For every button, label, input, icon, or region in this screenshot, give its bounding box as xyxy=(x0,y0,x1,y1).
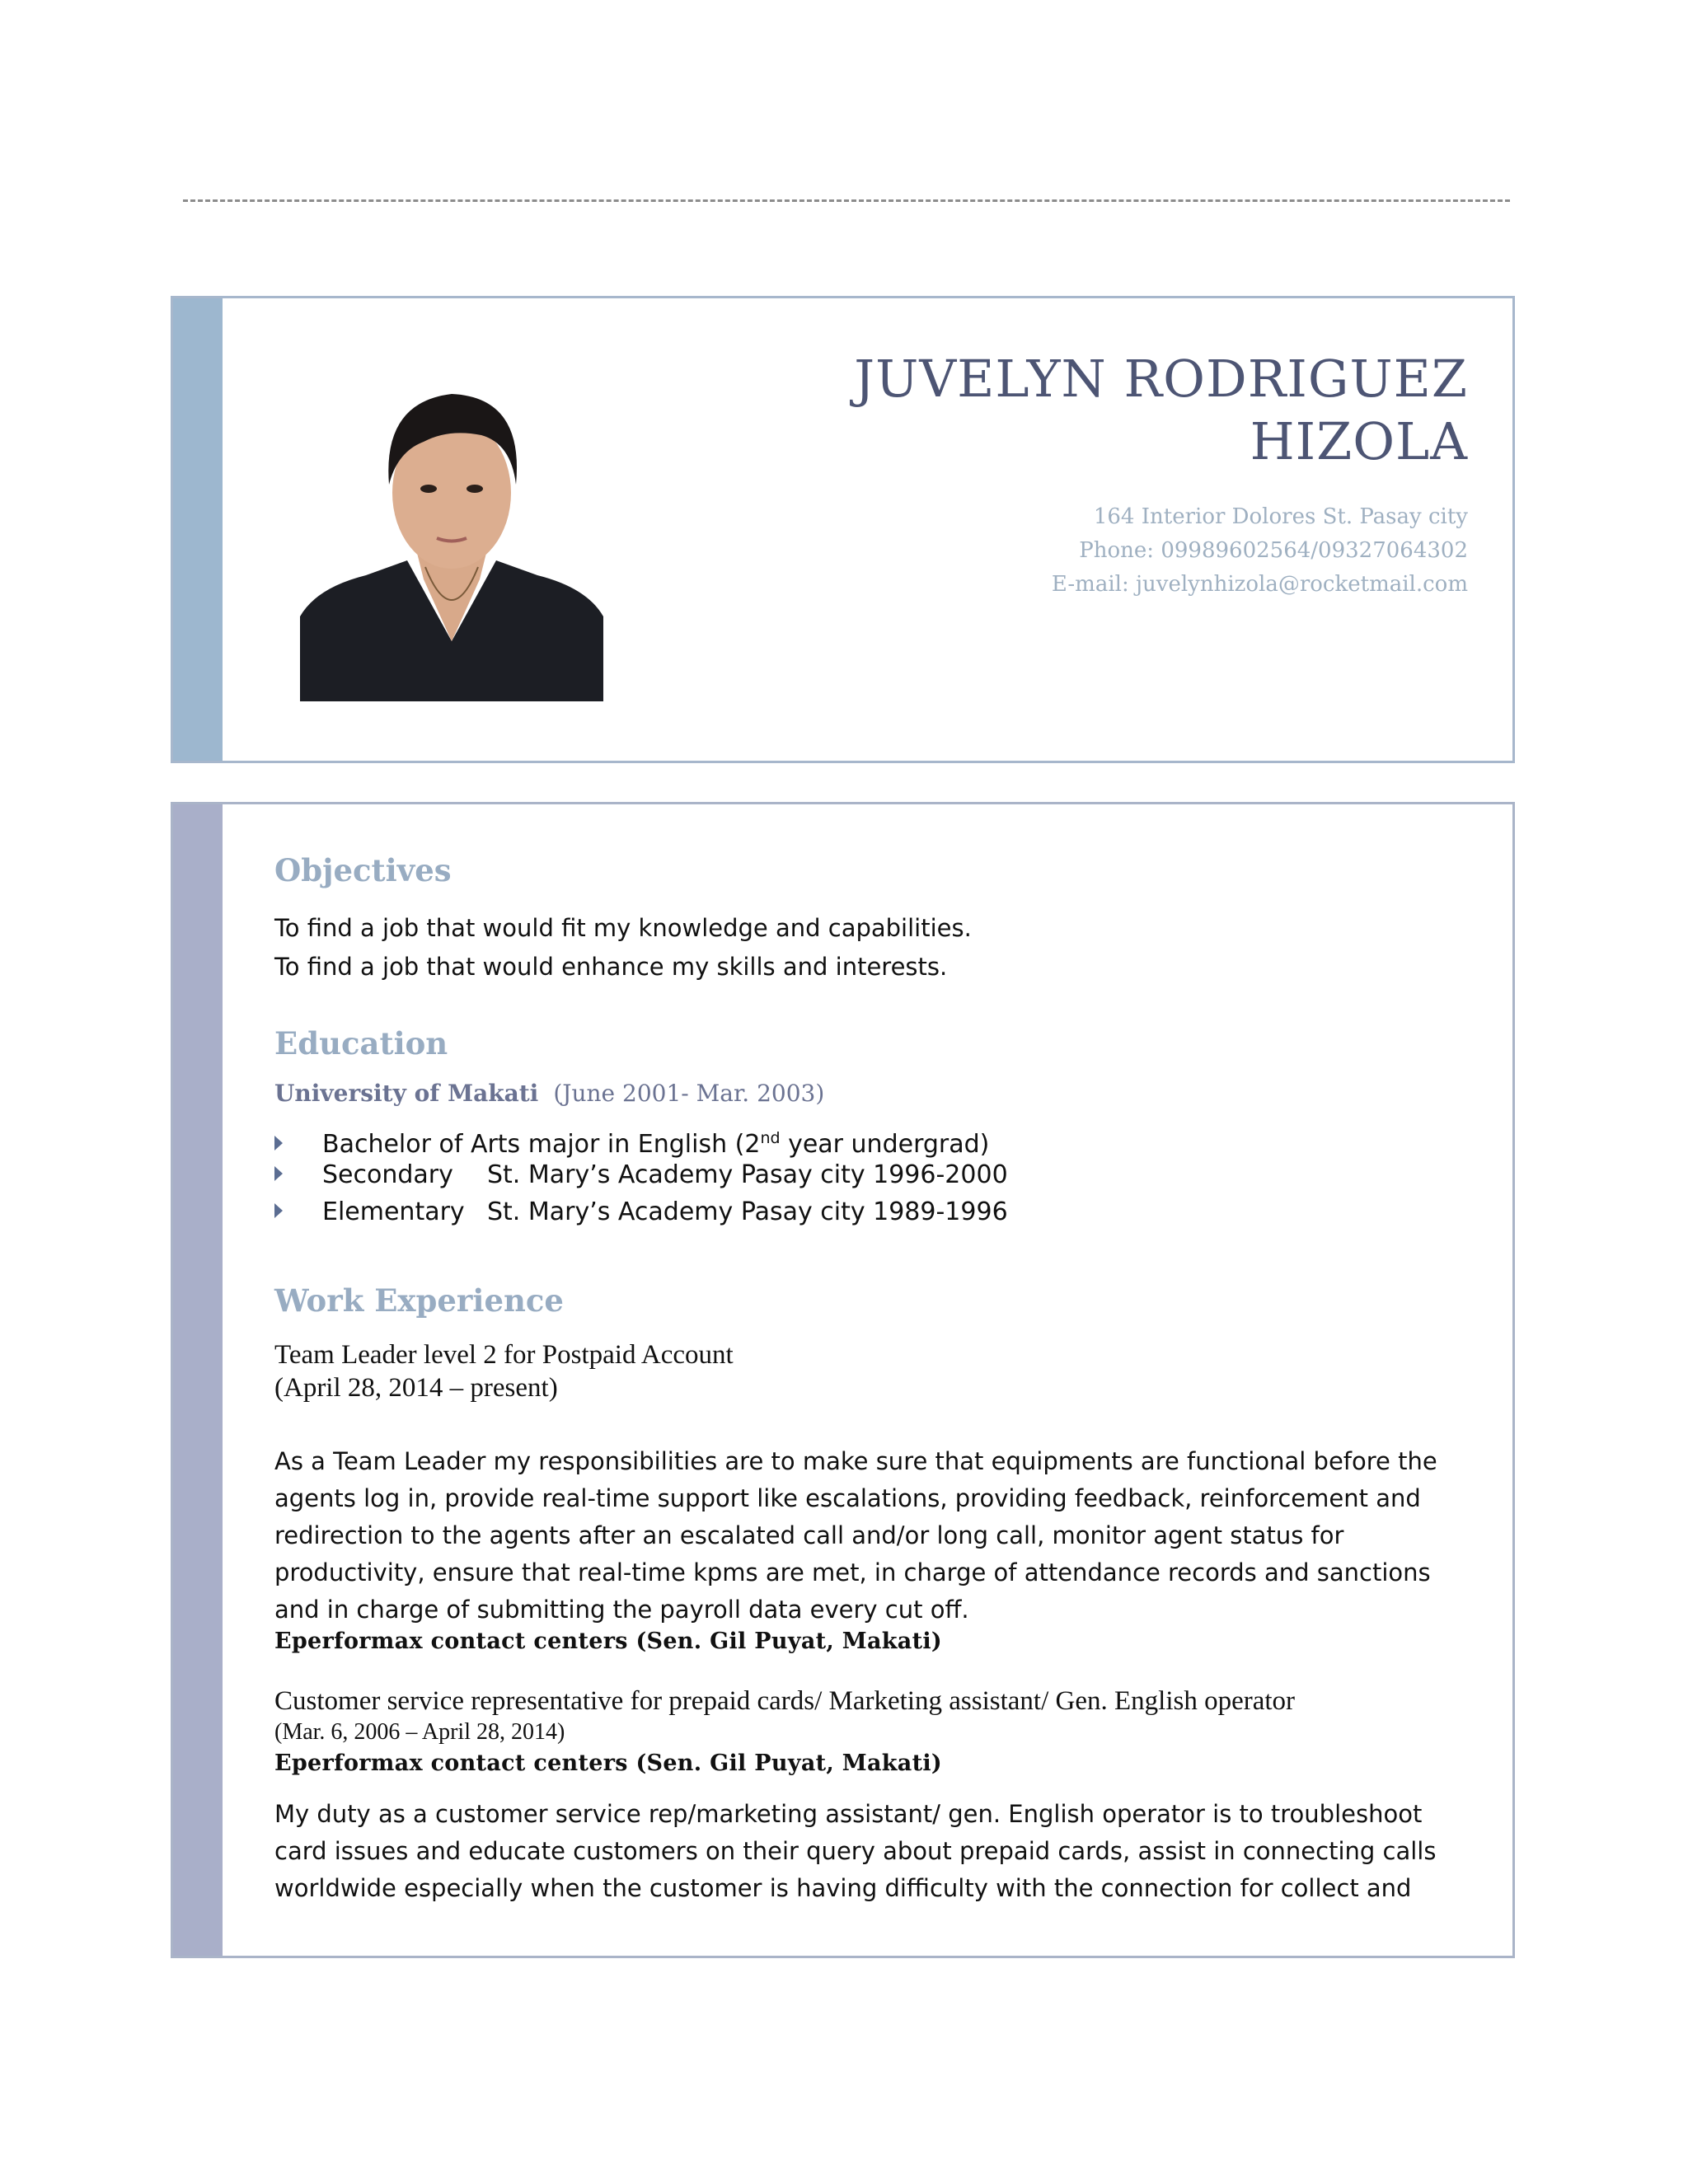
job2-dates: (Mar. 6, 2006 – April 28, 2014) xyxy=(274,1719,565,1745)
bullet-arrow-icon xyxy=(274,1136,283,1151)
objective-line: To find a job that would enhance my skills and interests. xyxy=(274,953,948,981)
job1-description-line: productivity, ensure that real-time kpms are met, in charge of attendance records and sanctions xyxy=(274,1558,1431,1586)
work-title: Work Experience xyxy=(274,1282,564,1319)
job2-description-line: My duty as a customer service rep/marketing assistant/ gen. English operator is to troubleshoot xyxy=(274,1800,1423,1828)
job2-description-line: card issues and educate customers on their query about prepaid cards, assist in connecting calls xyxy=(274,1837,1437,1865)
contact-block xyxy=(1052,500,1468,602)
education-item-detail: St. Mary’s Academy Pasay city 1996-2000 xyxy=(487,1160,1008,1189)
name-block xyxy=(854,348,1468,473)
bullet-arrow-icon xyxy=(274,1203,283,1218)
education-item-detail: St. Mary’s Academy Pasay city 1989-1996 xyxy=(487,1197,1008,1226)
top-dashed-rule xyxy=(183,199,1510,202)
education-item-label: Bachelor of Arts major in English (2 xyxy=(322,1130,761,1159)
job1-description-line: and in charge of submitting the payroll data every cut off. xyxy=(274,1596,969,1624)
job1-description-line: redirection to the agents after an escalated call and/or long call, monitor agent status for xyxy=(274,1521,1344,1549)
education-item-sup: nd xyxy=(760,1129,781,1147)
education-item xyxy=(274,1122,989,1161)
education-item-suffix: year undergrad) xyxy=(780,1130,990,1159)
job1-description-line: As a Team Leader my responsibilities are to make sure that equipments are functional before the xyxy=(274,1447,1437,1475)
body-accent-bar xyxy=(173,804,223,1956)
education-item xyxy=(274,1196,1008,1229)
name-line-2: HIZOLA xyxy=(1250,411,1468,471)
objectives-title: Objectives xyxy=(274,852,452,888)
job2-position: Customer service representative for prepaid cards/ Marketing assistant/ Gen. English operator xyxy=(274,1686,1296,1716)
body-card xyxy=(171,802,1515,1958)
header-accent-bar xyxy=(173,298,223,761)
education-item xyxy=(274,1159,1008,1192)
phone: Phone: 09989602564/09327064302 xyxy=(1079,538,1468,563)
address: 164 Interior Dolores St. Pasay city xyxy=(1093,504,1468,529)
job2-description-line: worldwide especially when the customer is having difficulty with the connection for collect and xyxy=(274,1874,1412,1902)
bullet-arrow-icon xyxy=(274,1166,283,1181)
job1-position: Team Leader level 2 for Postpaid Account xyxy=(274,1340,734,1370)
profile-photo xyxy=(300,369,603,701)
university-name: University of Makati xyxy=(274,1080,539,1107)
objective-line: To find a job that would fit my knowledge and capabilities. xyxy=(274,914,972,942)
header-card xyxy=(171,296,1515,763)
education-item-label: Secondary xyxy=(322,1160,453,1189)
job1-company: Eperformax contact centers (Sen. Gil Puyat, Makati) xyxy=(274,1629,942,1654)
job1-description-line: agents log in, provide real-time support like escalations, providing feedback, reinforcement and xyxy=(274,1484,1421,1512)
education-title: Education xyxy=(274,1025,448,1062)
university-dates: (June 2001- Mar. 2003) xyxy=(553,1080,825,1107)
job1-dates: (April 28, 2014 – present) xyxy=(274,1373,558,1403)
name-line-1: JUVELYN RODRIGUEZ xyxy=(854,349,1468,409)
job2-company: Eperformax contact centers (Sen. Gil Puyat, Makati) xyxy=(274,1750,942,1776)
education-item-label: Elementary xyxy=(322,1197,465,1226)
email: E-mail: juvelynhizola@rocketmail.com xyxy=(1051,572,1468,597)
university-heading xyxy=(274,1080,824,1107)
